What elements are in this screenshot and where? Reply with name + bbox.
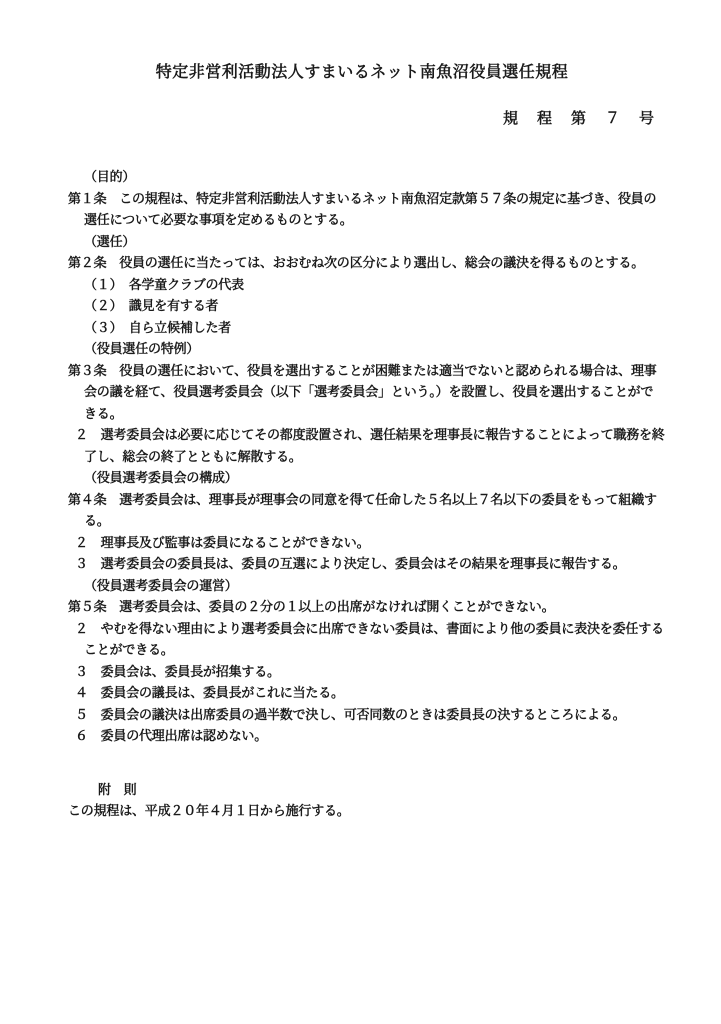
document-line: ３ 選考委員会の委員長は、委員の互選により決定し、委員会はその結果を理事長に報告する。 xyxy=(75,556,626,571)
document-line: ２ 選考委員会は必要に応じてその都度設置され、選任結果を理事長に報告することによって職務を終 xyxy=(75,427,665,442)
document-line: 了し、総会の終了とともに解散する。 xyxy=(84,448,302,464)
document-line: 会の議を経て、役員選考委員会（以下「選考委員会」という。）を設置し、役員を選出することがで xyxy=(84,384,654,399)
document-line: （選任） xyxy=(84,233,136,249)
document-line: 第１条 この規程は、特定非営利活動法人すまいるネット南魚沼定款第５７条の規定に基づき、役員の xyxy=(68,190,657,206)
document-line: （役員選考委員会の運営） xyxy=(84,577,238,593)
document-line: ５ 委員会の議決は出席委員の過半数で決し、可否同数のときは委員長の決するところによる。 xyxy=(75,706,626,722)
document-line: この規程は、平成２０年４月１日から施行する。 xyxy=(68,803,350,818)
document-title: 特定非営利活動法人すまいるネット南魚沼役員選任規程 xyxy=(155,64,569,81)
document-line: （役員選任の特例） xyxy=(84,341,200,356)
document-line: きる。 xyxy=(84,405,123,421)
document-line: ６ 委員の代理出席は認めない。 xyxy=(75,728,268,743)
document-line: （２） 識見を有する者 xyxy=(84,298,219,313)
document-line: 第２条 役員の選任に当たっては、おおむね次の区分により選出し、総会の議決を得るものとする。 xyxy=(68,255,645,270)
document-number: 規 程 第 ７ 号 xyxy=(502,110,656,127)
document-line: 第３条 役員の選任において、役員を選出することが困難または適当でないと認められる場合は、理事 xyxy=(68,362,657,378)
document-line: ４ 委員会の議長は、委員長がこれに当たる。 xyxy=(75,685,344,700)
document-line: （１） 各学童クラブの代表 xyxy=(84,276,244,292)
document-body xyxy=(68,166,665,822)
document-line: ３ 委員会は、委員長が招集する。 xyxy=(75,663,280,679)
document-line: （役員選考委員会の構成） xyxy=(84,470,238,485)
document-line: 第５条 選考委員会は、委員の２分の１以上の出席がなければ開くことができない。 xyxy=(68,599,555,614)
document-line: ２ やむを得ない理由により選考委員会に出席できない委員は、書面により他の委員に表決を委任する xyxy=(75,620,664,636)
blank-line xyxy=(68,747,656,779)
document-line: る。 xyxy=(84,513,110,528)
document-line: （３） 自ら立候補した者 xyxy=(84,319,232,335)
document-line: 選任について必要な事項を定めるものとする。 xyxy=(84,212,353,227)
document-line: ２ 理事長及び監事は委員になることができない。 xyxy=(75,534,370,550)
document-line: 第４条 選考委員会は、理事長が理事会の同意を得て任命した５名以上７名以下の委員をもって組織す xyxy=(68,491,657,507)
document-line: 附 則 xyxy=(98,781,137,797)
document-line: （目的） xyxy=(84,169,136,184)
document-line: ことができる。 xyxy=(84,642,174,657)
